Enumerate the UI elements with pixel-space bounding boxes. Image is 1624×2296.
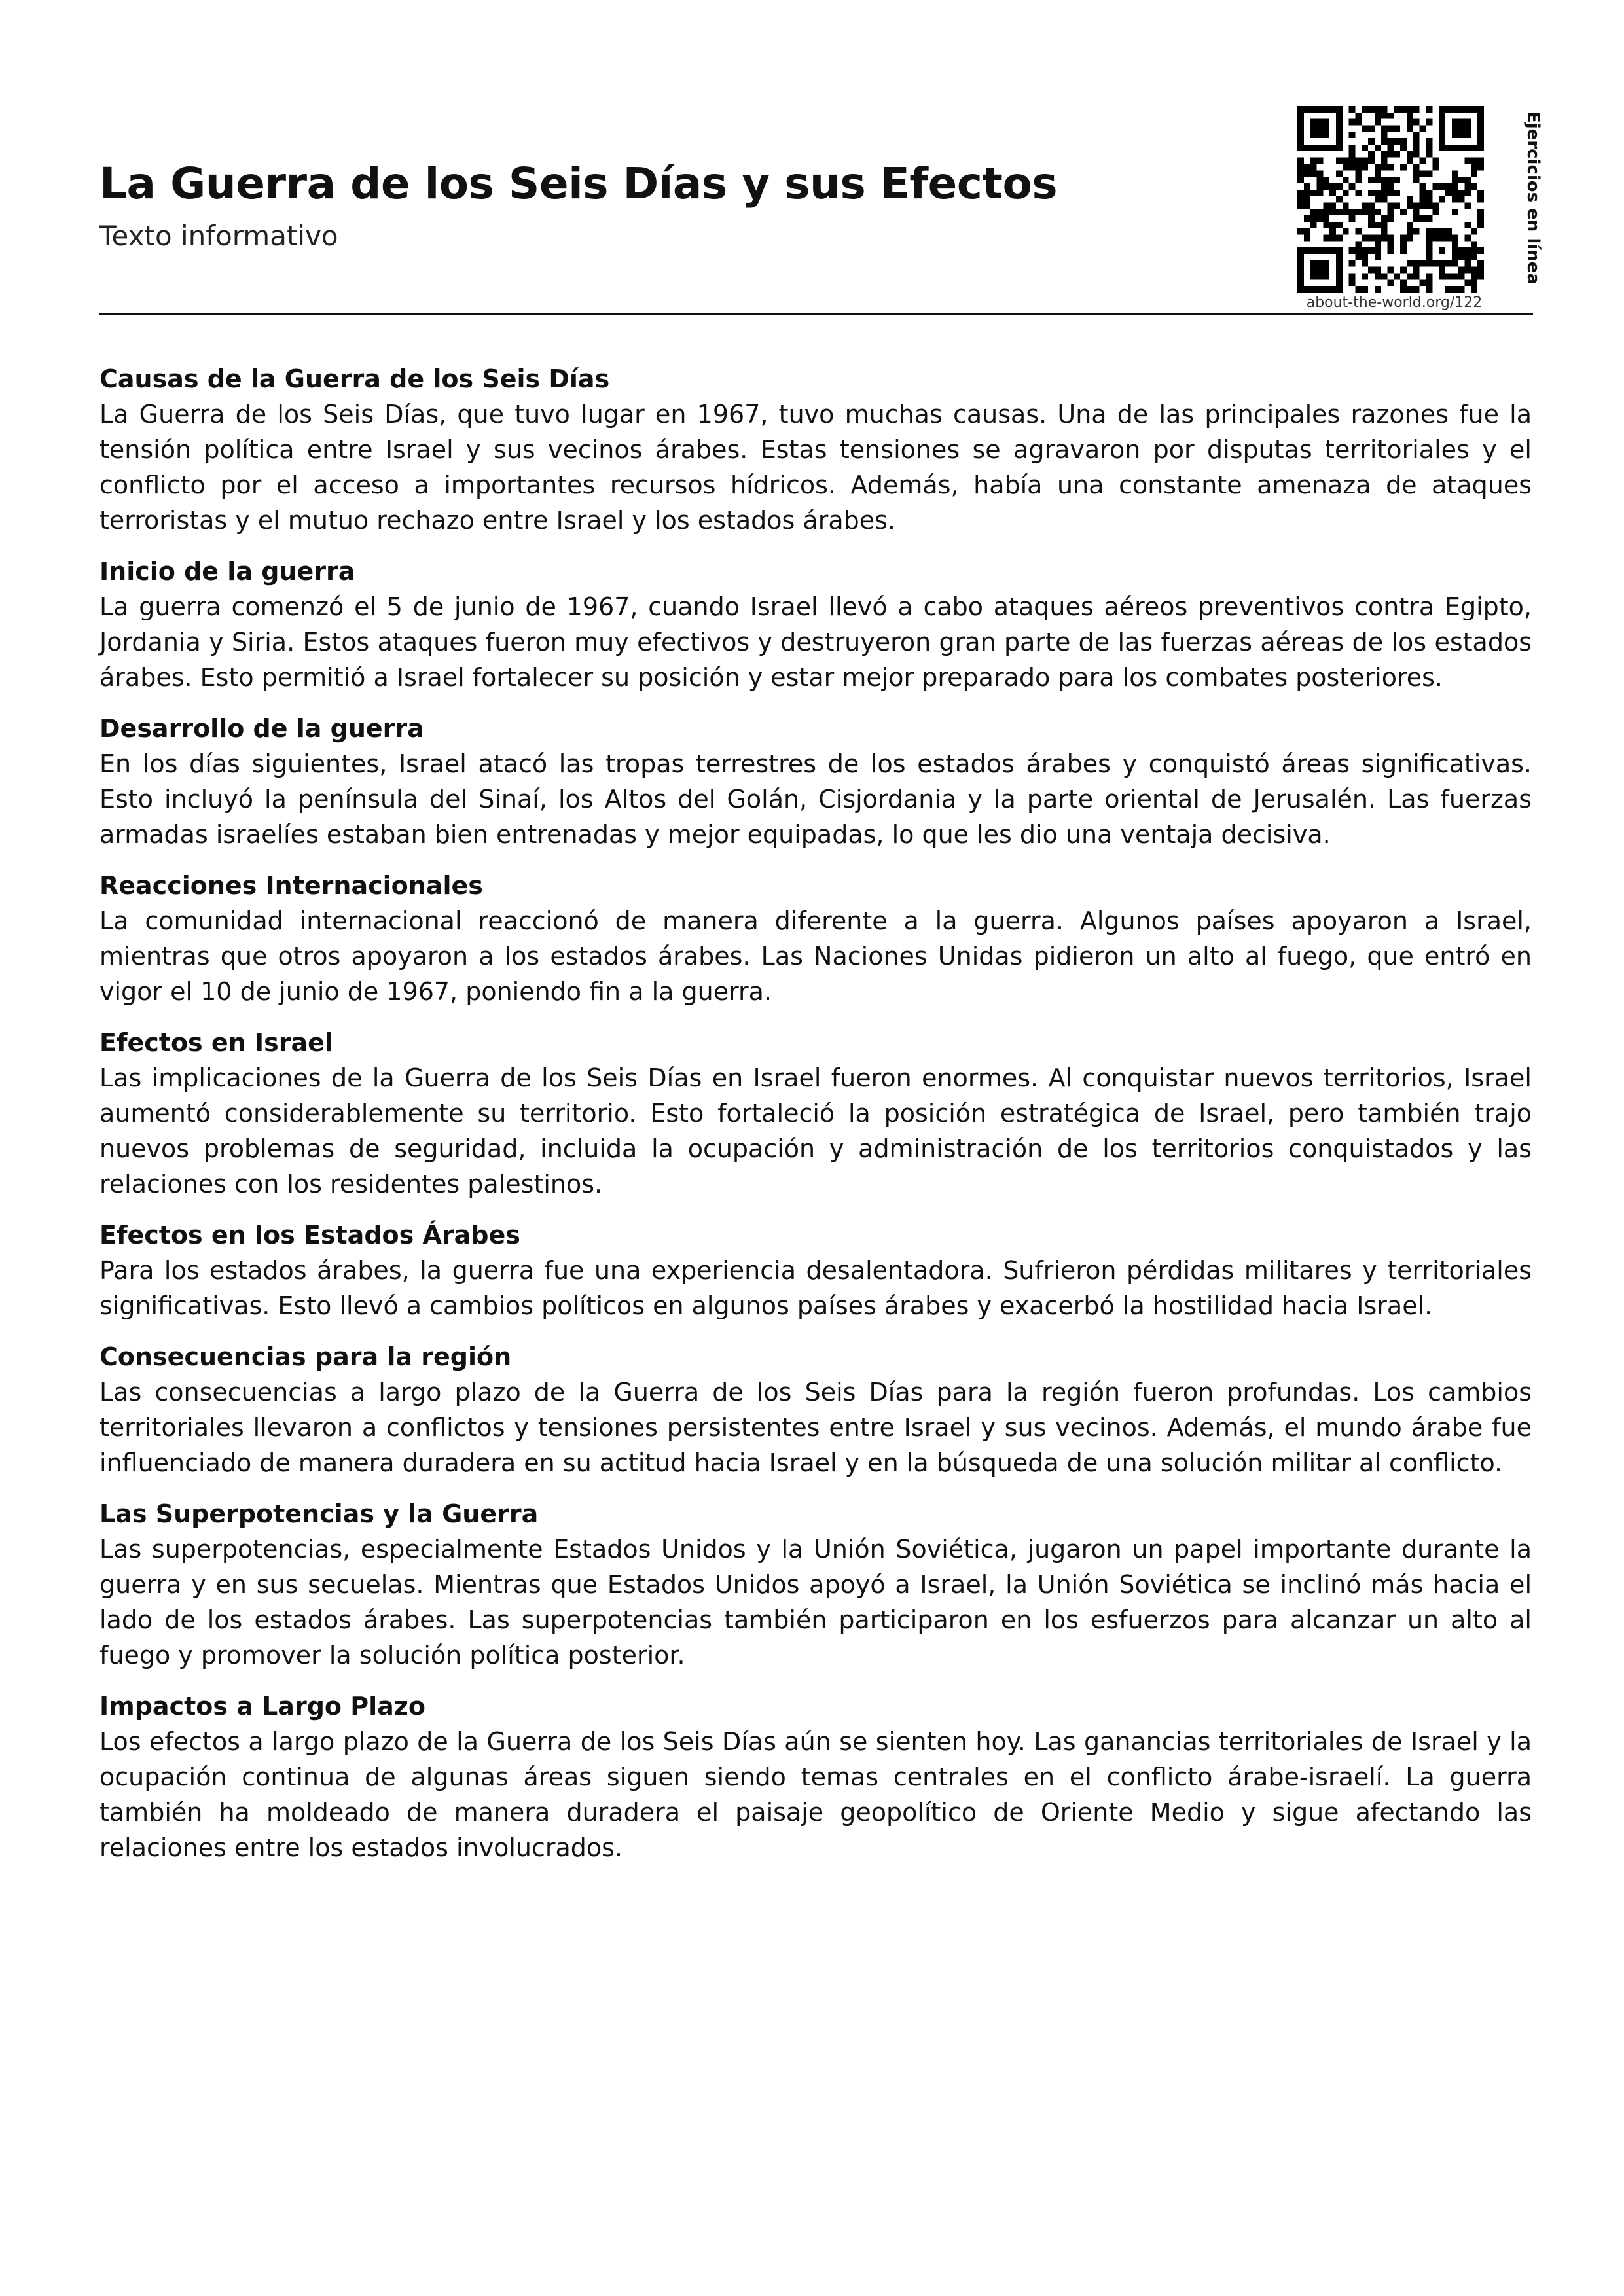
qr-url[interactable]: about-the-world.org/122 — [1306, 295, 1483, 311]
section-heading: Efectos en los Estados Árabes — [99, 1221, 520, 1249]
section-text: Las superpotencias, especialmente Estados Unidos y la Unión Soviética, jugaron un papel importante durante la guerra y en sus secuelas. Mientras que Estados Unidos apoyó a Israel, la Unión Soviética se inclinó más hacia el lado de los estados árabes. Las superpotencias también participaron en los esfuerzos para alcanzar un alto al fuego y promover la solución política posterior. — [99, 1535, 1532, 1670]
section — [99, 554, 1532, 695]
section — [99, 868, 1532, 1009]
section-heading: Impactos a Largo Plazo — [99, 1692, 425, 1721]
section — [99, 1217, 1532, 1323]
header-divider — [99, 313, 1533, 315]
section — [99, 1689, 1532, 1865]
page-header — [99, 98, 1543, 314]
section — [99, 1496, 1532, 1673]
section-heading: Reacciones Internacionales — [99, 871, 483, 900]
section — [99, 1339, 1532, 1480]
section-heading: Efectos en Israel — [99, 1028, 333, 1057]
qr-code[interactable] — [1297, 106, 1484, 293]
section-text: Las consecuencias a largo plazo de la Guerra de los Seis Días para la región fueron profundas. Los cambios territoriales llevaron a conflictos y tensiones persistentes entre Israel y sus vecinos. Además, el mundo árabe fue influenciado de manera duradera en su actitud hacia Israel y en la búsqueda de una solución militar al conflicto. — [99, 1378, 1532, 1477]
section — [99, 361, 1532, 538]
section-heading: Consecuencias para la región — [99, 1342, 512, 1371]
section — [99, 711, 1532, 852]
section-text: En los días siguientes, Israel atacó las tropas terrestres de los estados árabes y conquistó áreas significativas. Esto incluyó la península del Sinaí, los Altos del Golán, Cisjordania y la parte oriental de Jerusalén. Las fuerzas armadas israelíes estaban bien entrenadas y mejor equipadas, lo que les dio una ventaja decisiva. — [99, 749, 1532, 849]
section-text: La Guerra de los Seis Días, que tuvo lugar en 1967, tuvo muchas causas. Una de las principales razones fue la tensión política entre Israel y sus vecinos árabes. Estas tensiones se agravaron por disputas territoriales y el conflicto por el acceso a importantes recursos hídricos. Además, había una constante amenaza de ataques terroristas y el mutuo rechazo entre Israel y los estados árabes. — [99, 400, 1532, 535]
article-body — [99, 361, 1532, 1881]
page-subtitle: Texto informativo — [99, 220, 338, 252]
section-heading: Las Superpotencias y la Guerra — [99, 1499, 539, 1528]
section-text: Para los estados árabes, la guerra fue una experiencia desalentadora. Sufrieron pérdidas militares y territoriales significativas. Esto llevó a cambios políticos en algunos países árabes y exacerbó la hostilidad hacia Israel. — [99, 1256, 1532, 1320]
section — [99, 1025, 1532, 1202]
section-text: La comunidad internacional reaccionó de manera diferente a la guerra. Algunos países apoyaron a Israel, mientras que otros apoyaron a los estados árabes. Las Naciones Unidas pidieron un alto al fuego, que entró en vigor el 10 de junio de 1967, poniendo fin a la guerra. — [99, 906, 1532, 1006]
page-title: La Guerra de los Seis Días y sus Efectos — [99, 158, 1058, 209]
qr-code-icon — [1297, 106, 1484, 293]
section-text: Los efectos a largo plazo de la Guerra de los Seis Días aún se sienten hoy. Las ganancias territoriales de Israel y la ocupación continua de algunas áreas siguen siendo temas centrales en el conflicto árabe-israelí. La guerra también ha moldeado de manera duradera el paisaje geopolítico de Oriente Medio y sigue afectando las relaciones entre los estados involucrados. — [99, 1727, 1532, 1862]
section-heading: Causas de la Guerra de los Seis Días — [99, 365, 610, 393]
online-exercises-label: Ejercicios en línea — [1523, 111, 1543, 285]
section-heading: Inicio de la guerra — [99, 557, 355, 586]
section-heading: Desarrollo de la guerra — [99, 714, 424, 743]
section-text: La guerra comenzó el 5 de junio de 1967, cuando Israel llevó a cabo ataques aéreos preventivos contra Egipto, Jordania y Siria. Estos ataques fueron muy efectivos y destruyeron gran parte de las fuerzas aéreas de los estados árabes. Esto permitió a Israel fortalecer su posición y estar mejor preparado para los combates posteriores. — [99, 592, 1532, 692]
section-text: Las implicaciones de la Guerra de los Seis Días en Israel fueron enormes. Al conquistar nuevos territorios, Israel aumentó considerablemente su territorio. Esto fortaleció la posición estratégica de Israel, pero también trajo nuevos problemas de seguridad, incluida la ocupación y administración de los territorios conquistados y las relaciones con los residentes palestinos. — [99, 1064, 1532, 1198]
